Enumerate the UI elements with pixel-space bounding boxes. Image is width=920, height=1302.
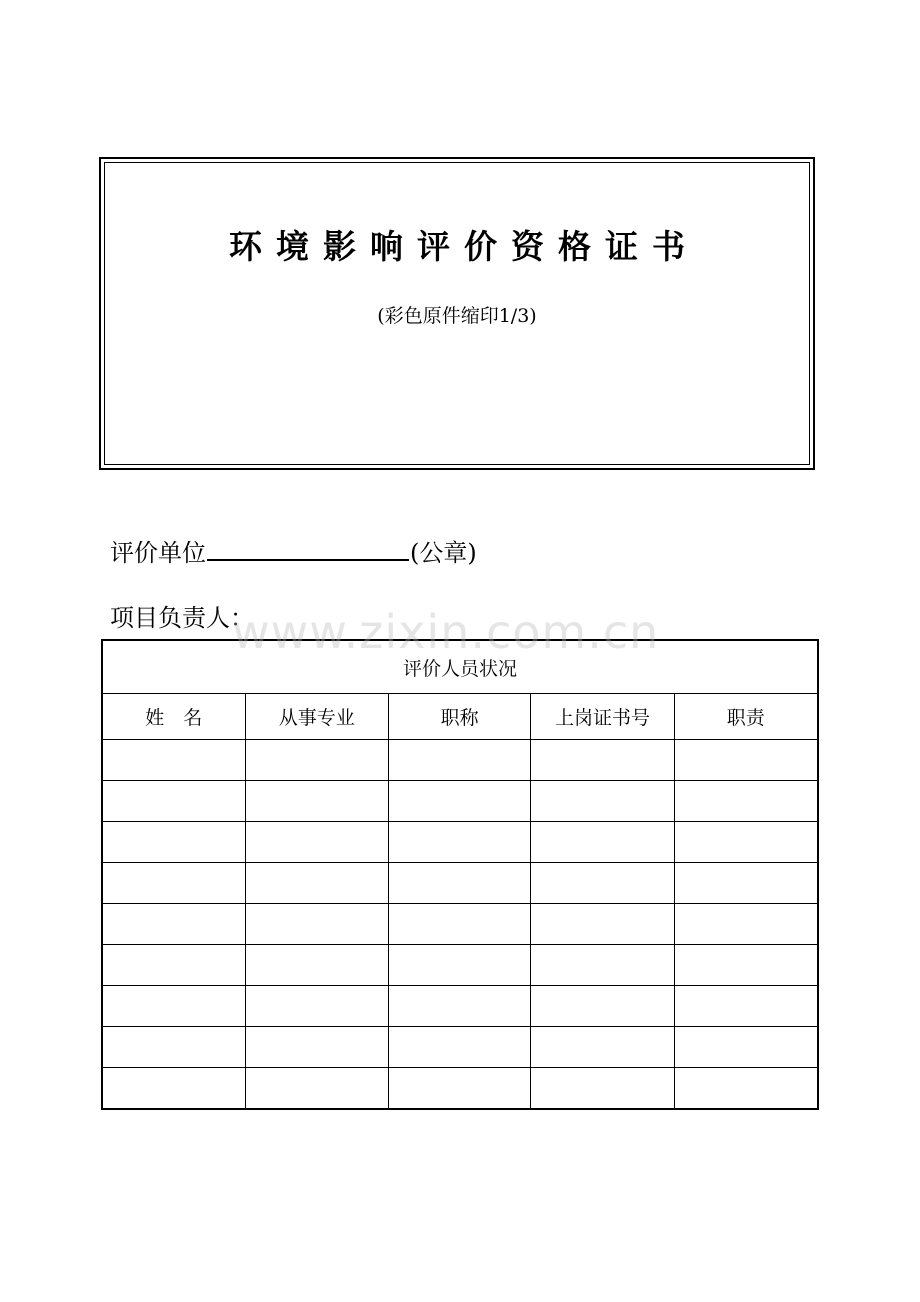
name-cell[interactable] (102, 945, 245, 986)
name-cell[interactable] (102, 904, 245, 945)
table-row (102, 781, 818, 822)
table-row (102, 822, 818, 863)
project-leader-label: 项目负责人： (110, 604, 254, 632)
table-row (102, 904, 818, 945)
title-cell[interactable] (388, 863, 530, 904)
name-cell[interactable] (102, 740, 245, 781)
name-cell[interactable] (102, 986, 245, 1027)
certificate-number-cell[interactable] (531, 781, 674, 822)
evaluation-unit-seal-note: (公章) (410, 539, 477, 567)
duty-cell[interactable] (674, 1027, 818, 1068)
title-cell[interactable] (388, 986, 530, 1027)
duty-cell[interactable] (674, 740, 818, 781)
project-leader-line (110, 598, 254, 633)
certificate-title: 环境影响评价资格证书 (229, 227, 699, 266)
name-cell[interactable] (102, 1027, 245, 1068)
certificate-number-cell[interactable] (531, 1027, 674, 1068)
title-cell[interactable] (388, 822, 530, 863)
table-row (102, 986, 818, 1027)
title-cell[interactable] (388, 1068, 530, 1110)
title-cell[interactable] (388, 945, 530, 986)
watermark: www.zixin.com.cn (232, 605, 660, 659)
duty-cell[interactable] (674, 1068, 818, 1110)
duty-cell[interactable] (674, 822, 818, 863)
evaluation-unit-label: 评价单位 (110, 539, 206, 567)
staff-table-caption-row (102, 640, 818, 694)
name-cell[interactable] (102, 1068, 245, 1110)
table-row (102, 740, 818, 781)
certificate-subtitle: (彩色原件缩印1/3) (377, 305, 537, 327)
evaluation-unit-blank[interactable] (207, 535, 409, 561)
title-cell[interactable] (388, 740, 530, 781)
certificate-frame-inner-border (104, 162, 810, 465)
table-row (102, 945, 818, 986)
specialty-cell[interactable] (245, 1027, 388, 1068)
specialty-cell[interactable] (245, 781, 388, 822)
specialty-cell[interactable] (245, 863, 388, 904)
duty-cell[interactable] (674, 945, 818, 986)
title-cell[interactable] (388, 781, 530, 822)
evaluation-unit-line (110, 533, 477, 568)
specialty-cell[interactable] (245, 740, 388, 781)
specialty-cell[interactable] (245, 986, 388, 1027)
title-cell[interactable] (388, 1027, 530, 1068)
certificate-number-cell[interactable] (531, 945, 674, 986)
name-cell[interactable] (102, 781, 245, 822)
table-row (102, 863, 818, 904)
column-header-certificate-number: 上岗证书号 (531, 694, 674, 740)
specialty-cell[interactable] (245, 1068, 388, 1110)
certificate-frame (99, 157, 815, 470)
column-header-title: 职称 (388, 694, 530, 740)
staff-table-header-row (102, 694, 818, 740)
certificate-number-cell[interactable] (531, 822, 674, 863)
specialty-cell[interactable] (245, 945, 388, 986)
duty-cell[interactable] (674, 904, 818, 945)
certificate-number-cell[interactable] (531, 904, 674, 945)
staff-table-caption: 评价人员状况 (102, 640, 818, 694)
column-header-specialty: 从事专业 (245, 694, 388, 740)
name-cell[interactable] (102, 863, 245, 904)
specialty-cell[interactable] (245, 822, 388, 863)
duty-cell[interactable] (674, 986, 818, 1027)
certificate-number-cell[interactable] (531, 863, 674, 904)
table-row (102, 1027, 818, 1068)
certificate-number-cell[interactable] (531, 1068, 674, 1110)
column-header-duty: 职责 (674, 694, 818, 740)
name-cell[interactable] (102, 822, 245, 863)
duty-cell[interactable] (674, 863, 818, 904)
staff-table (101, 639, 819, 1110)
duty-cell[interactable] (674, 781, 818, 822)
column-header-name: 姓 名 (102, 694, 245, 740)
certificate-number-cell[interactable] (531, 740, 674, 781)
certificate-number-cell[interactable] (531, 986, 674, 1027)
title-cell[interactable] (388, 904, 530, 945)
specialty-cell[interactable] (245, 904, 388, 945)
table-row (102, 1068, 818, 1110)
